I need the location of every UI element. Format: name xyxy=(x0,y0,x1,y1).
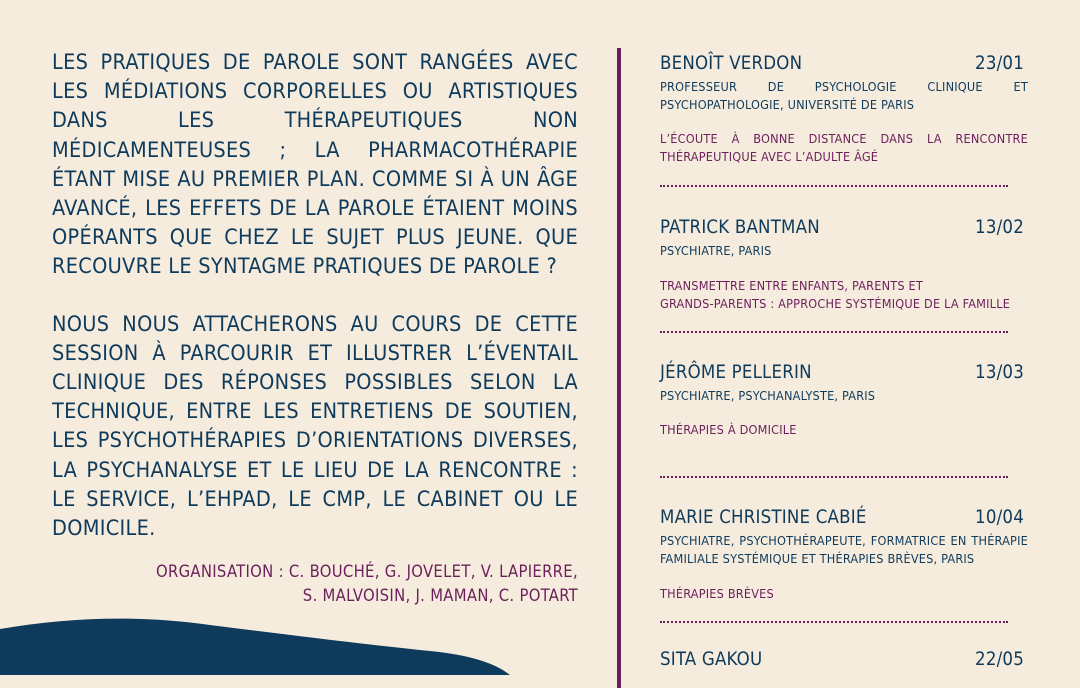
speaker-name: BENOÎT VERDON xyxy=(660,53,803,74)
dotted-separator xyxy=(660,476,1008,478)
session-entry xyxy=(660,649,1028,671)
speaker-role: PSYCHIATRE, PARIS xyxy=(660,243,772,258)
dotted-separator xyxy=(660,621,1008,623)
speaker-name: PATRICK BANTMAN xyxy=(660,217,820,238)
speaker-name: JÉRÔME PELLERIN xyxy=(660,362,812,383)
organisation-credits xyxy=(52,560,578,608)
talk-title xyxy=(660,277,1028,313)
session-date: 22/05 xyxy=(975,649,1024,670)
intro-column xyxy=(52,48,578,608)
session-date: 23/01 xyxy=(975,53,1024,74)
speaker-role: PSYCHIATRE, PSYCHANALYSTE, PARIS xyxy=(660,388,876,403)
talk-title: L’ÉCOUTE À BONNE DISTANCE DANS LA RENCONTRE THÉRAPEUTIQUE AVEC L’ADULTE ÂGÉ xyxy=(660,131,1028,164)
session-entry xyxy=(660,507,1028,623)
decorative-wave-shape xyxy=(0,615,520,675)
dotted-separator xyxy=(660,331,1008,333)
speaker-name: MARIE CHRISTINE CABIÉ xyxy=(660,507,867,528)
sessions-column xyxy=(660,53,1028,671)
intro-paragraph-2: NOUS NOUS ATTACHERONS AU COURS DE CETTE SESSION À PARCOURIR ET ILLUSTRER L’ÉVENTAIL CLINIQUE DES RÉPONSES POSSIBLES SELON LA TECHNIQUE, ENTRE LES ENTRETIENS DE SOUTIEN, LES PSYCHOTHÉRAPIES D’ORIENTATIONS DIVERSES, LA PSYCHANALYSE ET LE LIEU DE LA RENCONTRE : LE SERVICE, L’EHPAD, LE CMP, LE CABINET OU LE DOMICILE. xyxy=(52,311,578,542)
session-entry xyxy=(660,217,1028,333)
session-date: 10/04 xyxy=(975,507,1024,528)
intro-paragraph-1: LES PRATIQUES DE PAROLE SONT RANGÉES AVEC LES MÉDIATIONS CORPORELLES OU ARTISTIQUES DANS LES THÉRAPEUTIQUES NON MÉDICAMENTEUSES ; LA PHARMACOTHÉRAPIE ÉTANT MISE AU PREMIER PLAN. COMME SI À UN ÂGE AVANCÉ, LES EFFETS DE LA PAROLE ÉTAIENT MOINS OPÉRANTS QUE CHEZ LE SUJET PLUS JEUNE. QUE RECOUVRE LE SYNTAGME PRATIQUES DE PAROLE ? xyxy=(52,50,578,280)
talk-title: THÉRAPIES BRÈVES xyxy=(660,586,774,601)
column-divider xyxy=(617,48,621,688)
speaker-role: PSYCHIATRE, PSYCHOTHÉRAPEUTE, FORMATRICE EN THÉRAPIE FAMILIALE SYSTÉMIQUE ET THÉRAPIES BRÈVES, PARIS xyxy=(660,533,1028,566)
talk-title-line-2: GRANDS-PARENTS : APPROCHE SYSTÉMIQUE DE LA FAMILLE xyxy=(660,296,1011,311)
session-entry xyxy=(660,53,1028,187)
organisation-line-1: ORGANISATION : C. BOUCHÉ, G. JOVELET, V. LAPIERRE, xyxy=(156,562,578,582)
organisation-line-2: S. MALVOISIN, J. MAMAN, C. POTART xyxy=(302,586,578,606)
talk-title: THÉRAPIES À DOMICILE xyxy=(660,422,797,437)
session-entry xyxy=(660,362,1028,478)
talk-title-line-1: TRANSMETTRE ENTRE ENFANTS, PARENTS ET xyxy=(660,278,924,293)
session-date: 13/02 xyxy=(975,217,1024,238)
speaker-name: SITA GAKOU xyxy=(660,649,763,670)
dotted-separator xyxy=(660,185,1008,187)
session-date: 13/03 xyxy=(975,362,1024,383)
speaker-role: PROFESSEUR DE PSYCHOLOGIE CLINIQUE ET PSYCHOPATHOLOGIE, UNIVERSITÉ DE PARIS xyxy=(660,79,1028,112)
